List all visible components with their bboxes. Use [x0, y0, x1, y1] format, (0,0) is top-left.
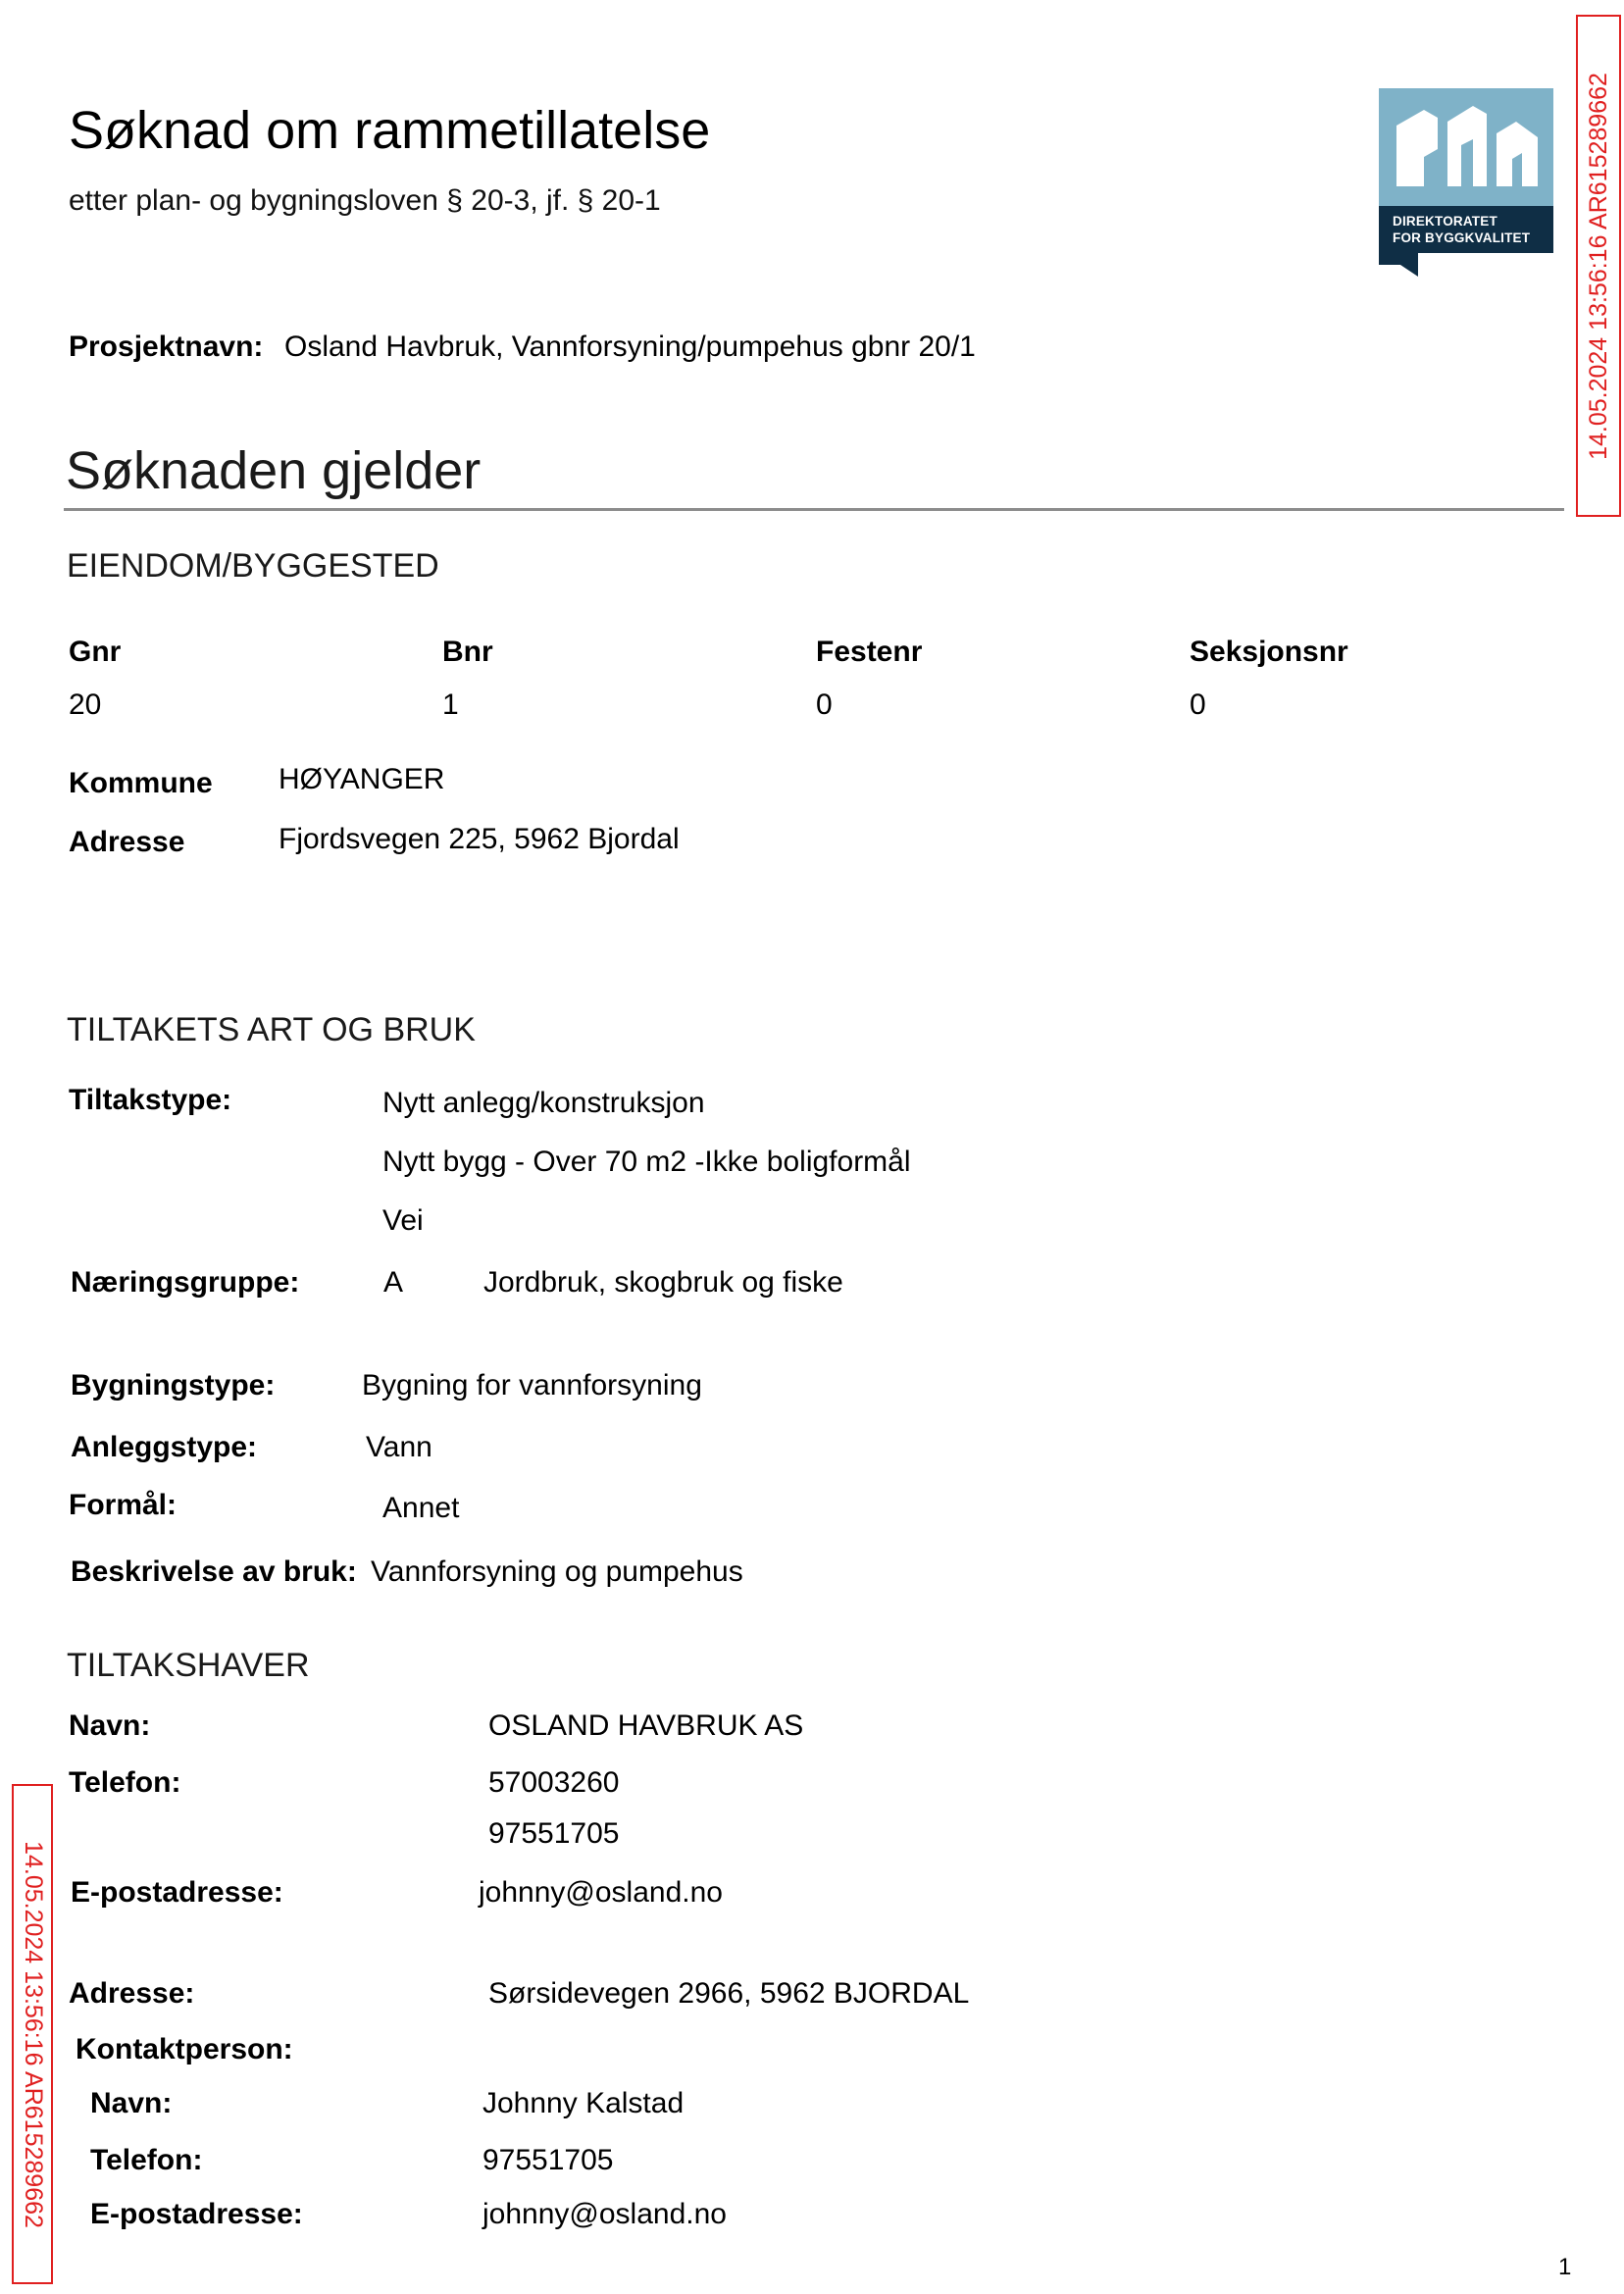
tiltakshaver-telefon-value: 57003260	[488, 1766, 620, 1799]
tiltakstype-label: Tiltakstype:	[69, 1084, 232, 1116]
section-divider	[64, 508, 1564, 511]
archive-stamp-text: 14.05.2024 13:56:16 AR615289662	[1584, 72, 1612, 460]
logo-line2: FOR BYGGKVALITET	[1393, 230, 1531, 245]
seksjonsnr-value: 0	[1190, 688, 1206, 721]
bygningstype-label: Bygningstype:	[71, 1369, 276, 1402]
beskrivelse-label: Beskrivelse av bruk:	[71, 1555, 357, 1588]
anleggstype-label: Anleggstype:	[71, 1431, 258, 1463]
formal-value: Annet	[382, 1492, 460, 1524]
tiltakstype-value: Nytt bygg - Over 70 m2 -Ikke boligformål	[382, 1146, 911, 1178]
kommune-label: Kommune	[69, 767, 213, 799]
tiltakshaver-epost-label: E-postadresse:	[71, 1876, 283, 1909]
kontakt-telefon-label: Telefon:	[90, 2144, 203, 2176]
property-heading: EIENDOM/BYGGESTED	[67, 547, 439, 585]
adresse-label: Adresse	[69, 826, 185, 858]
tiltakshaver-telefon-label: Telefon:	[69, 1766, 181, 1799]
festenr-value: 0	[816, 688, 833, 721]
gnr-value: 20	[69, 688, 102, 721]
kontaktperson-label: Kontaktperson:	[76, 2033, 293, 2065]
festenr-label: Festenr	[816, 636, 923, 668]
formal-label: Formål:	[69, 1489, 178, 1521]
naeringsgruppe-label: Næringsgruppe:	[71, 1266, 300, 1299]
beskrivelse-value: Vannforsyning og pumpehus	[371, 1555, 743, 1588]
tiltakshaver-telefon-value: 97551705	[488, 1817, 620, 1850]
kontakt-epost-label: E-postadresse:	[90, 2198, 303, 2230]
document-subtitle: etter plan- og bygningsloven § 20-3, jf. § 20-1	[69, 184, 661, 217]
bnr-value: 1	[442, 688, 459, 721]
tiltakshaver-adresse-label: Adresse:	[69, 1977, 195, 2010]
tiltakshaver-navn-value: OSLAND HAVBRUK AS	[488, 1709, 804, 1742]
archive-stamp-bottom	[12, 1784, 53, 2284]
logo-line1: DIREKTORATET	[1393, 214, 1497, 229]
tiltak-heading: TILTAKETS ART OG BRUK	[67, 1011, 476, 1048]
kontakt-telefon-value: 97551705	[482, 2144, 614, 2176]
tiltakshaver-epost-value: johnny@osland.no	[479, 1876, 723, 1909]
tiltakshaver-navn-label: Navn:	[69, 1709, 151, 1742]
naeringsgruppe-code: A	[383, 1266, 404, 1299]
kontakt-navn-value: Johnny Kalstad	[482, 2087, 685, 2119]
project-name: Osland Havbruk, Vannforsyning/pumpehus gbnr 20/1	[284, 331, 976, 363]
tiltakshaver-heading: TILTAKSHAVER	[67, 1647, 310, 1684]
tiltakstype-value: Vei	[382, 1204, 424, 1237]
tiltakshaver-adresse-value: Sørsidevegen 2966, 5962 BJORDAL	[488, 1977, 970, 2010]
project-label: Prosjektnavn:	[69, 331, 264, 363]
section-title: Søknaden gjelder	[66, 441, 482, 500]
anleggstype-value: Vann	[366, 1431, 432, 1463]
bygningstype-value: Bygning for vannforsyning	[362, 1369, 702, 1402]
gnr-label: Gnr	[69, 636, 122, 668]
seksjonsnr-label: Seksjonsnr	[1190, 636, 1348, 668]
document-title: Søknad om rammetillatelse	[69, 101, 711, 160]
tiltakstype-value: Nytt anlegg/konstruksjon	[382, 1087, 705, 1119]
kommune-value: HØYANGER	[279, 763, 445, 795]
kontakt-navn-label: Navn:	[90, 2087, 173, 2119]
adresse-value: Fjordsvegen 225, 5962 Bjordal	[279, 823, 680, 855]
archive-stamp-top	[1576, 15, 1621, 517]
naeringsgruppe-value: Jordbruk, skogbruk og fiske	[483, 1266, 843, 1299]
page-number: 1	[1558, 2254, 1572, 2280]
kontakt-epost-value: johnny@osland.no	[482, 2198, 727, 2230]
bnr-label: Bnr	[442, 636, 493, 668]
dibk-logo	[1379, 88, 1553, 277]
archive-stamp-text: 14.05.2024 13:56:16 AR615289662	[19, 1840, 47, 2228]
